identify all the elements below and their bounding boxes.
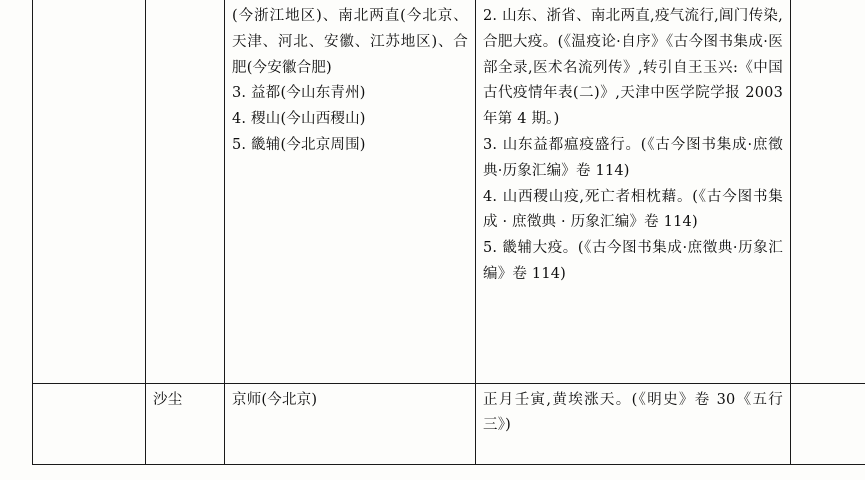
cell-descriptions-dust	[476, 383, 791, 464]
chronicle-table	[32, 0, 865, 465]
cell-year-blank	[33, 383, 146, 464]
place-line: 4. 稷山(今山西稷山)	[232, 111, 366, 128]
table-row	[33, 0, 865, 383]
description-entry: 正月壬寅,黄埃涨天。(《明史》卷 30《五行三》)	[483, 391, 783, 434]
description-entry: 5. 畿辅大疫。(《古今图书集成·庶徵典·历象汇编》卷 114)	[483, 240, 783, 282]
cell-category-epidemic	[146, 0, 225, 383]
description-entry: 4. 山西稷山疫,死亡者相枕藉。(《古今图书集成 · 庶徵典 · 历象汇编》卷 114)	[483, 188, 783, 231]
description-entry: 2. 山东、浙省、南北两直,疫气流行,阊门传染,合肥大疫。(《温疫论·自序》《古今图书集成·医部全录,医术名流列传》,转引自王玉兴:《中国古代疫情年表(二)》,天津中医学院学报 2003 年第 4 期。)	[483, 8, 783, 128]
cell-descriptions-epidemic	[476, 0, 791, 383]
cell-places-dust	[225, 383, 476, 464]
description-entry: 3. 山东益都瘟疫盛行。(《古今图书集成·庶徵典·历象汇编》卷 114)	[483, 136, 783, 179]
cell-places-epidemic	[225, 0, 476, 383]
place-line: 京师(今北京)	[232, 391, 318, 408]
place-line: (今浙江地区)、南北两直(今北京、天津、河北、安徽、江苏地区)、合肥(今安徽合肥)	[232, 8, 468, 76]
table-row	[33, 383, 865, 464]
cell-category-dust: 沙尘	[146, 383, 225, 464]
cell-notes-dust	[791, 383, 865, 464]
cell-notes-epidemic	[791, 0, 865, 383]
cell-year-continued	[33, 0, 146, 383]
place-line: 5. 畿辅(今北京周围)	[232, 136, 366, 153]
place-line: 3. 益都(今山东青州)	[232, 85, 366, 102]
